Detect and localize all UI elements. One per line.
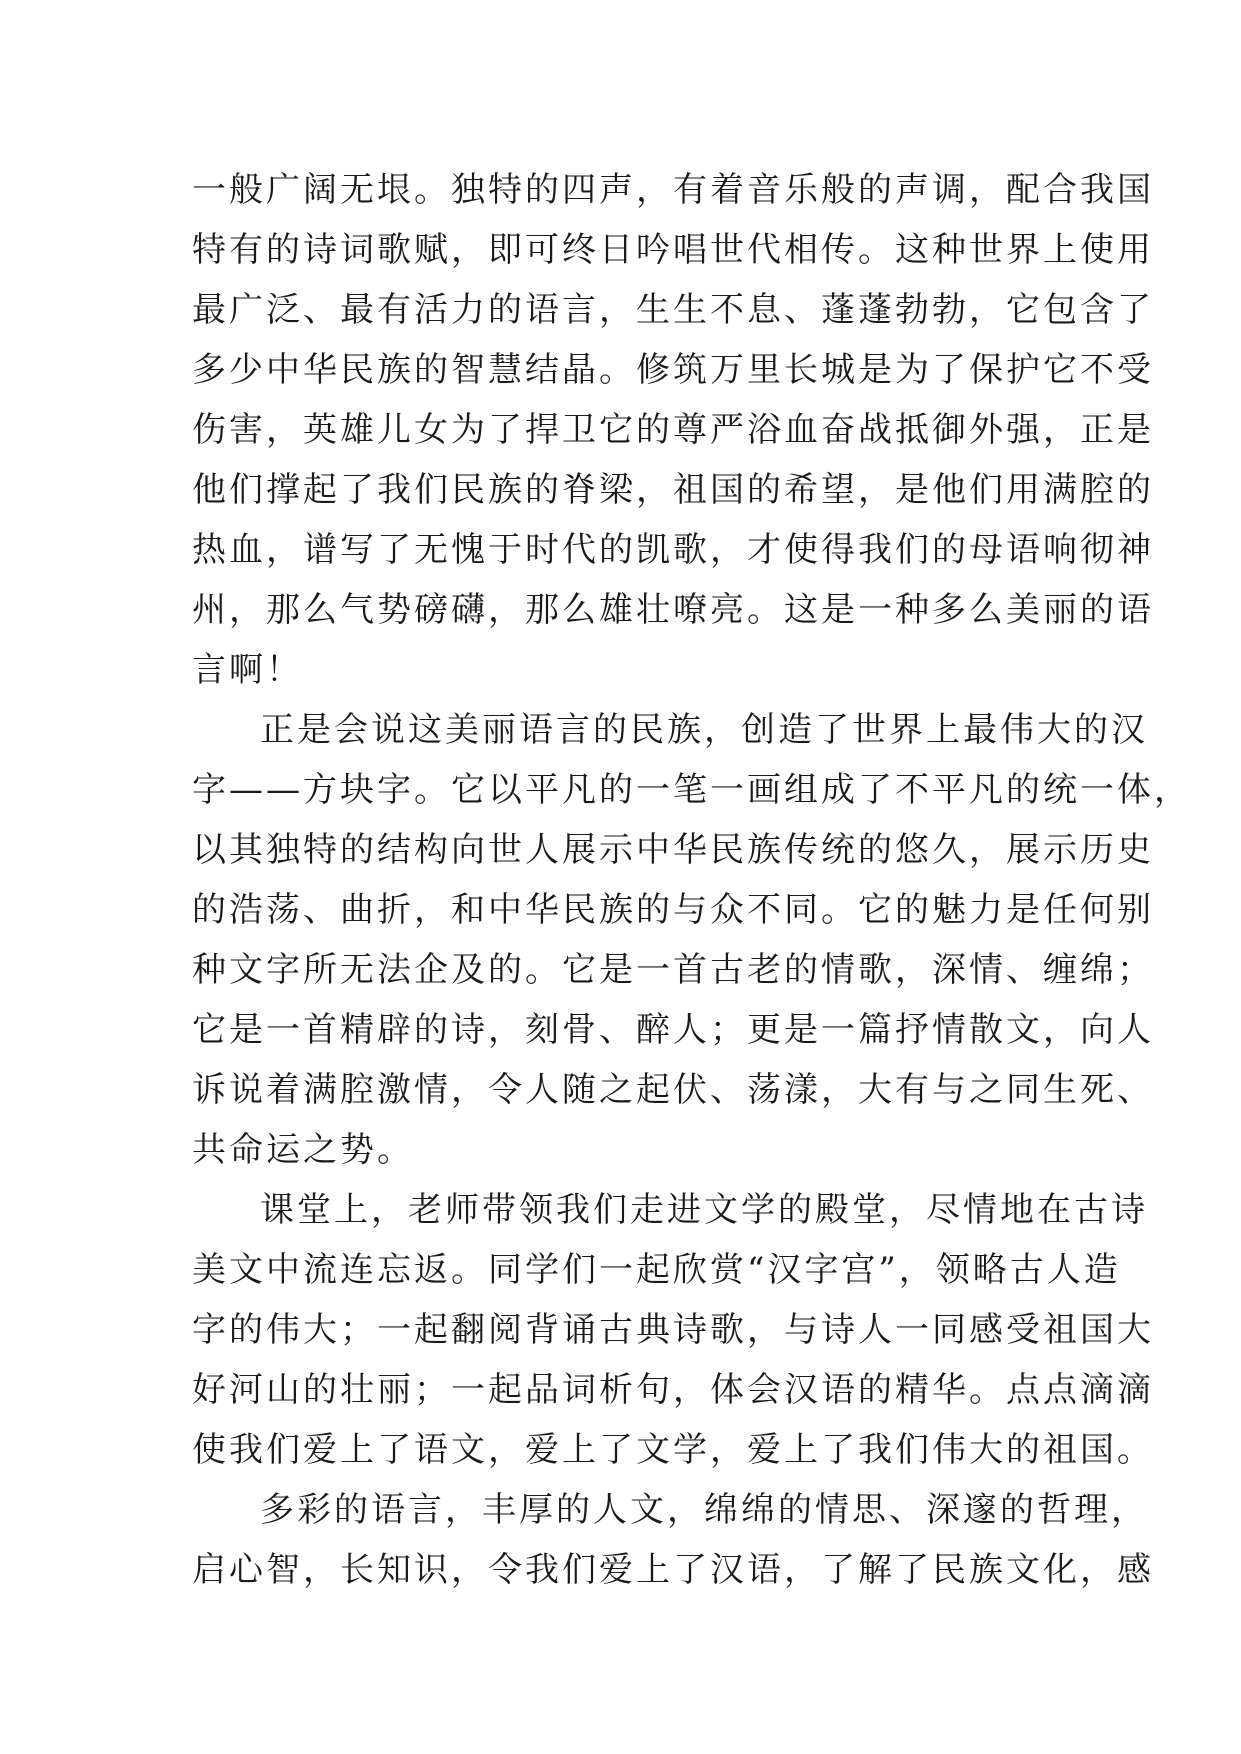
paragraph-start-line: 正是会说这美丽语言的民族，创造了世界上最伟大的汉 [260,710,1148,750]
text-line: 以其独特的结构向世人展示中华民族传统的悠久，展示历史 [192,830,1154,870]
text-line: 它是一首精辟的诗，刻骨、醉人；更是一篇抒情散文，向人 [192,1010,1154,1050]
paragraph-start-line: 多彩的语言，丰厚的人文，绵绵的情思、深邃的哲理， [260,1490,1148,1530]
body-text [192,160,1191,1600]
text-line: 他们撑起了我们民族的脊梁，祖国的希望，是他们用满腔的 [192,470,1154,510]
text-line: 一般广阔无垠。独特的四声，有着音乐般的声调，配合我国 [192,170,1154,210]
text-line: 启心智，长知识，令我们爱上了汉语，了解了民族文化，感 [192,1550,1154,1590]
text-line: 共命运之势。 [192,1130,414,1170]
text-line: 字——方块字。它以平凡的一笔一画组成了不平凡的统一体， [192,770,1191,810]
text-line: 美文中流连忘返。同学们一起欣赏“汉字宫”，领略古人造 [192,1250,1121,1290]
text-line: 种文字所无法企及的。它是一首古老的情歌，深情、缠绵； [192,950,1154,990]
text-line: 字的伟大；一起翻阅背诵古典诗歌，与诗人一同感受祖国大 [192,1310,1154,1350]
text-line: 言啊！ [192,650,303,690]
text-line: 热血，谱写了无愧于时代的凯歌，才使得我们的母语响彻神 [192,530,1154,570]
text-line: 伤害，英雄儿女为了捍卫它的尊严浴血奋战抵御外强，正是 [192,410,1154,450]
text-line: 特有的诗词歌赋，即可终日吟唱世代相传。这种世界上使用 [192,230,1154,270]
text-line: 的浩荡、曲折，和中华民族的与众不同。它的魅力是任何别 [192,890,1154,930]
paragraph-start-line: 课堂上，老师带领我们走进文学的殿堂，尽情地在古诗 [260,1190,1148,1230]
text-line: 诉说着满腔激情，令人随之起伏、荡漾，大有与之同生死、 [192,1070,1154,1110]
text-line: 最广泛、最有活力的语言，生生不息、蓬蓬勃勃，它包含了 [192,290,1154,330]
text-line: 州，那么气势磅礴，那么雄壮嘹亮。这是一种多么美丽的语 [192,590,1154,630]
text-line: 好河山的壮丽；一起品词析句，体会汉语的精华。点点滴滴 [192,1370,1154,1410]
text-line: 使我们爱上了语文，爱上了文学，爱上了我们伟大的祖国。 [192,1430,1154,1470]
text-line: 多少中华民族的智慧结晶。修筑万里长城是为了保护它不受 [192,350,1154,390]
